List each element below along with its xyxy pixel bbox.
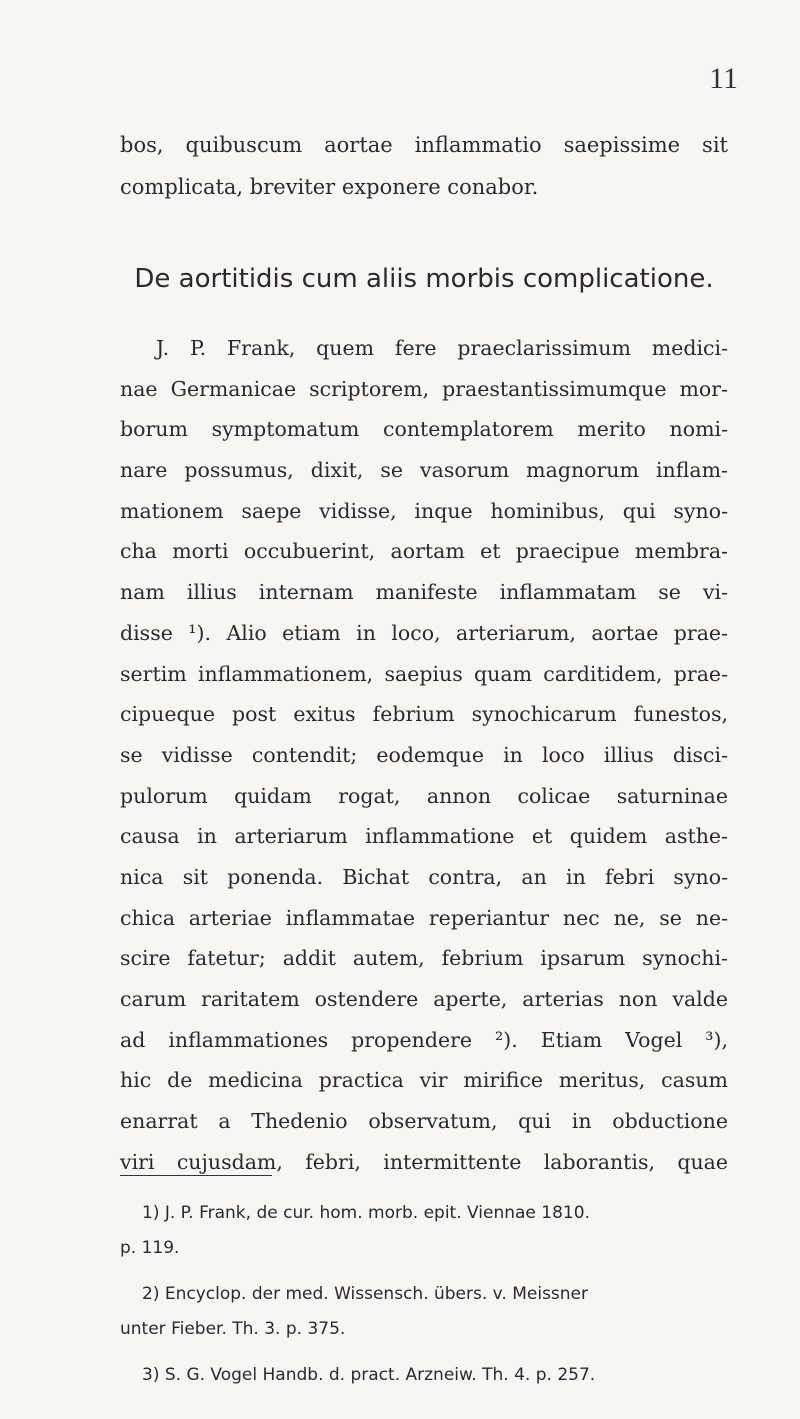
page-number: 11	[709, 62, 738, 95]
footnote-line: 2) Encyclop. der med. Wissensch. übers. v. Meissner	[142, 1284, 589, 1304]
text-line: viri cujusdam, febri, intermittente laborantis, quae	[120, 1149, 728, 1174]
text-line: nam illius internam manifeste inflammatam se vi-	[120, 580, 728, 605]
footnote-line: 3) S. G. Vogel Handb. d. pract. Arzneiw. Th. 4. p. 257.	[142, 1365, 596, 1385]
text-line: nae Germanicae scriptorem, praestantissimumque mor-	[120, 376, 728, 401]
text-line: enarrat a Thedenio observatum, qui in obductione	[120, 1109, 728, 1134]
intro-paragraph	[120, 125, 728, 208]
footnote-divider	[120, 1175, 272, 1176]
text-line: nica sit ponenda. Bichat contra, an in febri syno-	[120, 864, 728, 889]
text-line: nare possumus, dixit, se vasorum magnorum inflam-	[120, 458, 728, 483]
text-line: causa in arteriarum inflammatione et quidem asthe-	[120, 824, 728, 849]
footnote-line: unter Fieber. Th. 3. p. 375.	[120, 1318, 346, 1339]
footnotes	[120, 1196, 730, 1393]
text-line: bos, quibuscum aortae inflammatio saepissime sit	[120, 133, 728, 157]
text-line: hic de medicina practica vir mirifice meritus, casum	[120, 1068, 728, 1093]
text-line: pulorum quidam rogat, annon colicae saturninae	[120, 783, 728, 808]
text-line: scire fatetur; addit autem, febrium ipsarum synochi-	[120, 946, 728, 971]
text-line: complicata, breviter exponere conabor.	[120, 174, 539, 199]
section-heading: De aortitidis cum aliis morbis complicatione.	[134, 264, 714, 294]
text-line: se vidisse contendit; eodemque in loco illius disci-	[120, 742, 728, 767]
text-line: borum symptomatum contemplatorem merito nomi-	[120, 417, 728, 442]
text-line: cipueque post exitus febrium synochicarum funestos,	[120, 702, 728, 727]
text-line: mationem saepe vidisse, inque hominibus, qui syno-	[120, 498, 728, 523]
main-paragraph	[120, 328, 728, 1182]
text-line: disse ¹). Alio etiam in loco, arteriarum, aortae prae-	[120, 620, 728, 645]
footnote-line: 1) J. P. Frank, de cur. hom. morb. epit. Viennae 1810.	[142, 1203, 590, 1223]
footnote-line: p. 119.	[120, 1237, 180, 1258]
text-line: J. P. Frank, quem fere praeclarissimum medici-	[156, 336, 728, 360]
text-line: chica arteriae inflammatae reperiantur nec ne, se ne-	[120, 905, 728, 930]
text-line: carum raritatem ostendere aperte, arterias non valde	[120, 987, 728, 1011]
text-line: sertim inflammationem, saepius quam carditidem, prae-	[120, 661, 728, 686]
text-line: cha morti occubuerint, aortam et praecipue membra-	[120, 539, 728, 564]
text-line: ad inflammationes propendere ²). Etiam Vogel ³),	[120, 1027, 728, 1052]
